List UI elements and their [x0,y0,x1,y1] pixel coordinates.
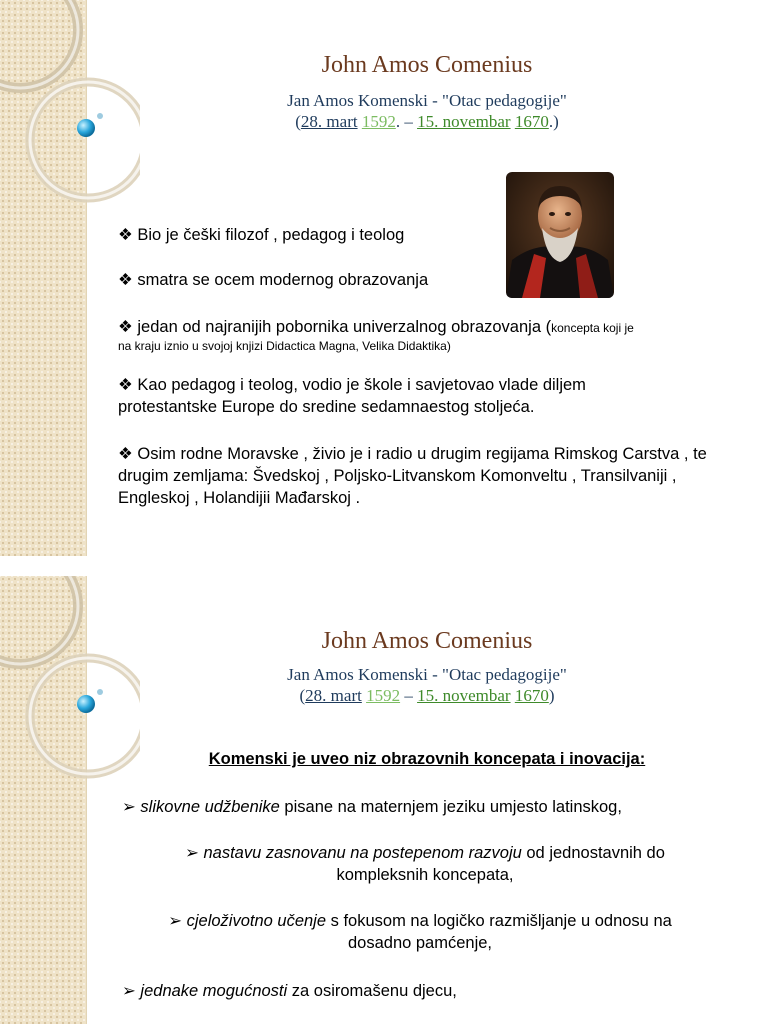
page-title: John Amos Comenius [321,52,533,78]
dates-line: (28. mart 1592 – 15. novembar 1670) [299,686,555,705]
section-heading: Komenski je uveo niz obrazovnih koncepata i inovacija: [208,750,646,768]
year-link[interactable]: 1592 [361,112,396,131]
slide-gap [0,556,768,576]
date-link[interactable]: 15. novembar [417,112,511,131]
dates-line: (28. mart 1592. – 15. novembar 1670.) [295,112,559,131]
portrait-image [506,172,614,298]
diamond-bullet-icon: ❖ [118,271,133,289]
subtitle: Jan Amos Komenski - "Otac pedagogije" [287,91,567,110]
date-link[interactable]: 28. mart [305,686,362,705]
list-item: ❖ smatra se ocem modernog obrazovanja [118,271,429,289]
decorative-circles [0,576,140,836]
diamond-bullet-icon: ❖ [118,376,133,394]
arrow-bullet-icon: ➢ [168,912,183,930]
list-item: ➢ slikovne udžbenike pisane na maternjem jeziku umjesto latinskog, [122,798,622,816]
list-item: ❖ Bio je češki filozof , pedagog i teolog [118,226,405,244]
date-link[interactable]: 28. mart [300,112,358,131]
year-link[interactable]: 1670 [514,686,549,705]
slide-2 [0,576,768,1024]
year-link[interactable]: 1592 [366,686,401,705]
diamond-bullet-icon: ❖ [118,445,133,463]
diamond-bullet-icon: ❖ [118,318,133,336]
diamond-bullet-icon: ❖ [118,226,133,244]
list-item: ❖ Osim rodne Moravske , živio je i radio u drugim regijama Rimskog Carstva , te drugim zemljama: Švedskoj , Poljsko-Litvanskom Komonveltu , Transilvaniji , Engleskoj , Holandijii Mađarskoj . [118,445,707,507]
list-item: ❖ jedan od najranijih pobornika univerzalnog obrazovanja (koncepta koji je na kraju iznio u svojoj knjizi Didactica Magna, Velika Didaktika) [118,318,634,353]
list-item: ➢ cjeloživotno učenje s fokusom na logičko razmišljanje u odnosu na dosadno pamćenje, [168,912,672,952]
date-link[interactable]: 15. novembar [417,686,511,705]
subtitle: Jan Amos Komenski - "Otac pedagogije" [287,665,567,684]
list-item: ❖ Kao pedagog i teolog, vodio je škole i savjetovao vlade diljem protestantske Europe do sredine sedamnaestog stoljeća. [118,376,586,416]
arrow-bullet-icon: ➢ [122,982,136,1000]
list-item: ➢ jednake mogućnosti za osiromašenu djecu, [122,982,457,1000]
arrow-bullet-icon: ➢ [185,844,199,862]
page-title: John Amos Comenius [321,628,533,654]
arrow-bullet-icon: ➢ [122,798,136,816]
year-link[interactable]: 1670 [514,112,549,131]
list-item: ➢ nastavu zasnovanu na postepenom razvoju od jednostavnih do kompleksnih koncepata, [185,844,665,884]
